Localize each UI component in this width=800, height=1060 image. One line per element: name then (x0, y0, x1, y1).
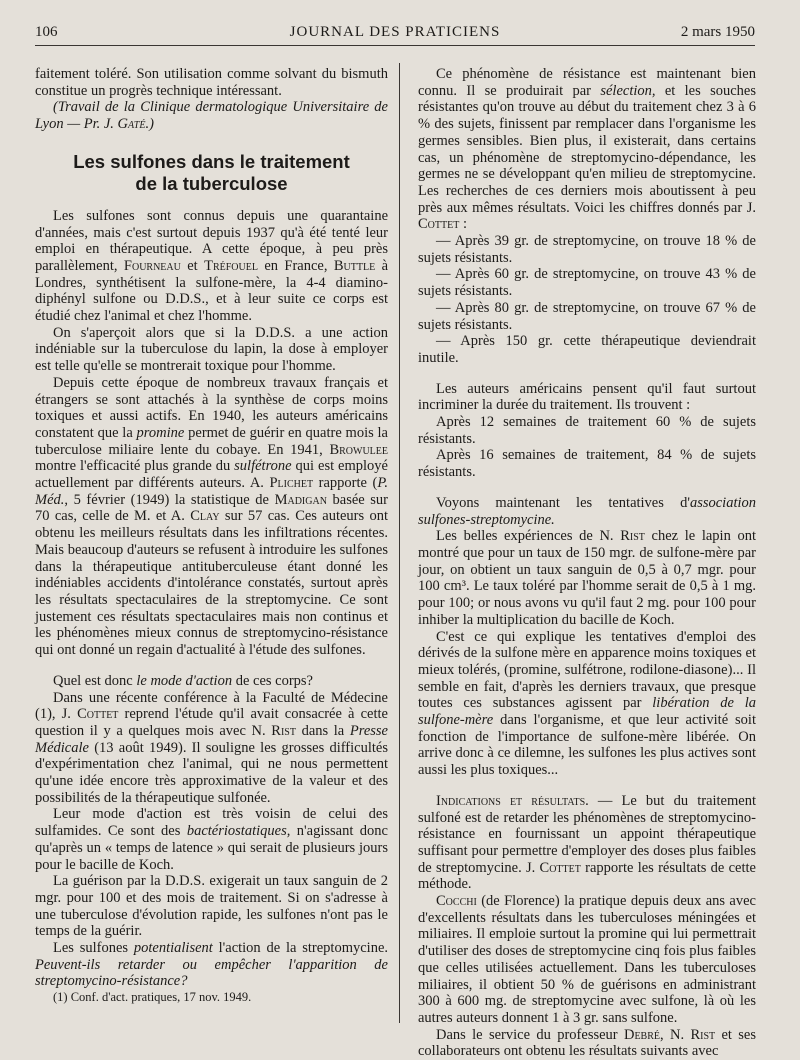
paragraph: Les belles expériences de N. Rist chez le lapin ont montré que pour un taux de 150 mgr. de sulfone-mère par jour, on obtient un taux sanguin de 0,5 à 0,7 mgr. pour 100 cm³. Le taux toléré par l'homme serait de 0,5 à 1 mg. pour 100; or nous avons vu qu'il faut 2 mg. pour 100 pour inhiber la multiplication du bacille de Koch. (418, 528, 757, 628)
list-item: — Après 80 gr. de streptomycine, on trouve 67 % de sujets résistants. (418, 299, 756, 333)
paragraph: Quel est donc le mode d'action de ces corps? (53, 672, 313, 689)
paragraph: Ce phénomène de résistance est maintenant bien connu. Il se produirait par sélection, et les souches résistantes qu'on trouve au début du traitement chez 3 à 6 % des sujets, finissent par remplacer dans l'organisme les germes sensibles. Bien plus, il existerait, dans certains cas, un phénomène de streptomycino-dépendance, les germes ne se développant qu'en milieu de streptomycine. Les recherches de ces derniers mois aboutissent à peu près aux mêmes résultats. Voici les chiffres donnés par J. Cottet : (418, 66, 756, 233)
paragraph: Les sulfones sont connus depuis une quarantaine d'années, mais c'est surtout depuis 1937 qu'à été tenté leur emploi en thérapeutique. A cette époque, à peu près parallèlement, Fourneau et Tréfouel en France, Buttle à Londres, synthétisent la sulfone-mère, la 4-4 diamino-diphényl sulfone ou D.D.S., et à leur suite ce corps est étudié chez l'animal et chez l'homme. (35, 207, 389, 325)
page-header (35, 20, 755, 46)
intro-paragraph: faitement toléré. Son utilisation comme solvant du bismuth constitue un progrès technique intéressant. (35, 66, 388, 99)
paragraph: Depuis cette époque de nombreux travaux français et étrangers se sont attachés à la synthèse de corps moins toxiques et aussi actifs. En 1940, les auteurs américains constatent que la promine permet de guérir en quatre mois la tuberculose miliaire lente du cobaye. En 1941, Browulee montre l'efficacité plus grande du sulfétrone qui est employé actuellement par différents auteurs. A. Plichet rapporte (P. Méd., 5 février (1949) la statistique de Madigan basée sur 70 cas, celle de M. et A. Clay sur 57 cas. Ces auteurs ont obtenu les meilleurs résultats dans les infiltrations récentes. Mais beaucoup d'auteurs se refusent à introduire les sulfones dans la thérapeutique antituberculeuse étant donné les indéniables accidents d'intolérance constatés, surtout après les résultats spectaculaires de la streptomycine. Ce sont justement ces résultats spectaculaires mais non continus et les phénomènes mieux connus de streptomycino-résistance qui ont donné un regain d'actualité à l'étude des sulfones. (35, 374, 389, 659)
paragraph: Après 16 semaines de traitement, 84 % de sujets résistants. (418, 447, 756, 481)
paragraph: Les auteurs américains pensent qu'il faut surtout incriminer la durée du traitement. Ils trouvent : (418, 380, 756, 414)
article-title (35, 151, 388, 195)
paragraph: Voyons maintenant les tentatives d'association sulfones-streptomycine. (418, 494, 756, 528)
paragraph: Dans le service du professeur Debré, N. Rist et ses collaborateurs ont obtenu les résultats suivants avec (418, 1026, 756, 1060)
paragraph: La guérison par la D.D.S. exigerait un taux sanguin de 2 mgr. pour 100 et des mois de traitement. Si on s'adresse à une tuberculose d'évolution rapide, les sulfones n'ont pas le temps de la guérir. (35, 873, 388, 940)
journal-title: JOURNAL DES PRATICIENS (289, 24, 501, 40)
list-item: — Après 39 gr. de streptomycine, on trouve 18 % de sujets résistants. (418, 233, 756, 266)
article-title-line-2: de la tuberculose (135, 172, 288, 194)
paragraph: Les sulfones potentialisent l'action de la streptomycine. Peuvent-ils retarder ou empêcher l'apparition de streptomycino-résistance? (35, 940, 388, 990)
section-heading: Indications et résultats. (436, 792, 589, 809)
paragraph: Cocchi (de Florence) la pratique depuis deux ans avec d'excellents résultats dans les tuberculoses méningées et miliaires. Il emploie surtout la promine qui lui permettrait d'utiliser des doses de streptomycine cinq fois plus faibles que celles utilisées actuellement. Dans les tuberculoses miliaires, il obtient 50 % de guérisons en administrant 300 à 600 mg. de streptomycine avec sulfone, là où les autres auteurs donnent 1 à 3 gr. sans sulfone. (418, 893, 756, 1026)
paragraph: Après 12 semaines de traitement 60 % de sujets résistants. (418, 414, 756, 447)
column-divider (399, 63, 400, 1023)
paragraph: Dans une récente conférence à la Faculté de Médecine (1), J. Cottet reprend l'étude qu'il avait consacrée à cette question il y a quelques mois avec N. Rist dans la Presse Médicale (13 août 1949). Il souligne les grosses difficultés d'expérimentation chez l'animal, qui ne nous permettent qu'une idée encore très approximative de la valeur et des possibilités de la thérapeutique sulfonée. (35, 689, 388, 806)
page-number: 106 (35, 24, 58, 40)
article-title-line-1: Les sulfones dans le traitement (73, 150, 350, 172)
list-item: — Après 150 gr. cette thérapeutique deviendrait inutile. (418, 333, 756, 366)
paragraph: C'est ce qui explique les tentatives d'emploi des dérivés de la sulfone mère en apparence moins toxiques et mieux tolérés, (promine, sulfétrone, rodilone-diasone)... Il semble en fait, d'après les derniers travaux, que presque toutes ces substances agissent par libération de la sulfone-mère dans l'organisme, et que leur activité soit fonction de l'importance de sulfone-mère libérée. On arrive donc à ce dilemne, les sulfones les plus actives sont aussi les plus toxiques... (418, 628, 756, 779)
list-item: — Après 60 gr. de streptomycine, on trouve 43 % de sujets résistants. (418, 266, 756, 300)
paragraph: On s'aperçoit alors que si la D.D.S. a une action indéniable sur la tuberculose du lapin, la dose à employer est telle qu'elle se montrerait toxique pour l'homme. (35, 324, 388, 375)
article-credit: (Travail de la Clinique dermatologique Universitaire de Lyon — Pr. J. Gaté.) (35, 99, 388, 133)
left-column (35, 66, 388, 1005)
footnote: (1) Conf. d'act. pratiques, 17 nov. 1949. (53, 990, 252, 1005)
issue-date: 2 mars 1950 (680, 24, 755, 40)
paragraph: Indications et résultats. — Le but du traitement sulfoné est de retarder les phénomènes de streptomycino-résistance en fournissant un appoint thérapeutique suffisant pour permettre d'employer des doses plus faibles de streptomycine. J. Cottet rapporte les résultats de cette méthode. (418, 792, 756, 893)
right-column (418, 66, 756, 1060)
header-rule (35, 45, 755, 46)
paragraph: Leur mode d'action est très voisin de celui des sulfamides. Ce sont des bactériostatiques, n'agissant donc qu'après un « temps de latence » qui serait de plusieurs jours pour le bacille de Koch. (35, 806, 388, 873)
